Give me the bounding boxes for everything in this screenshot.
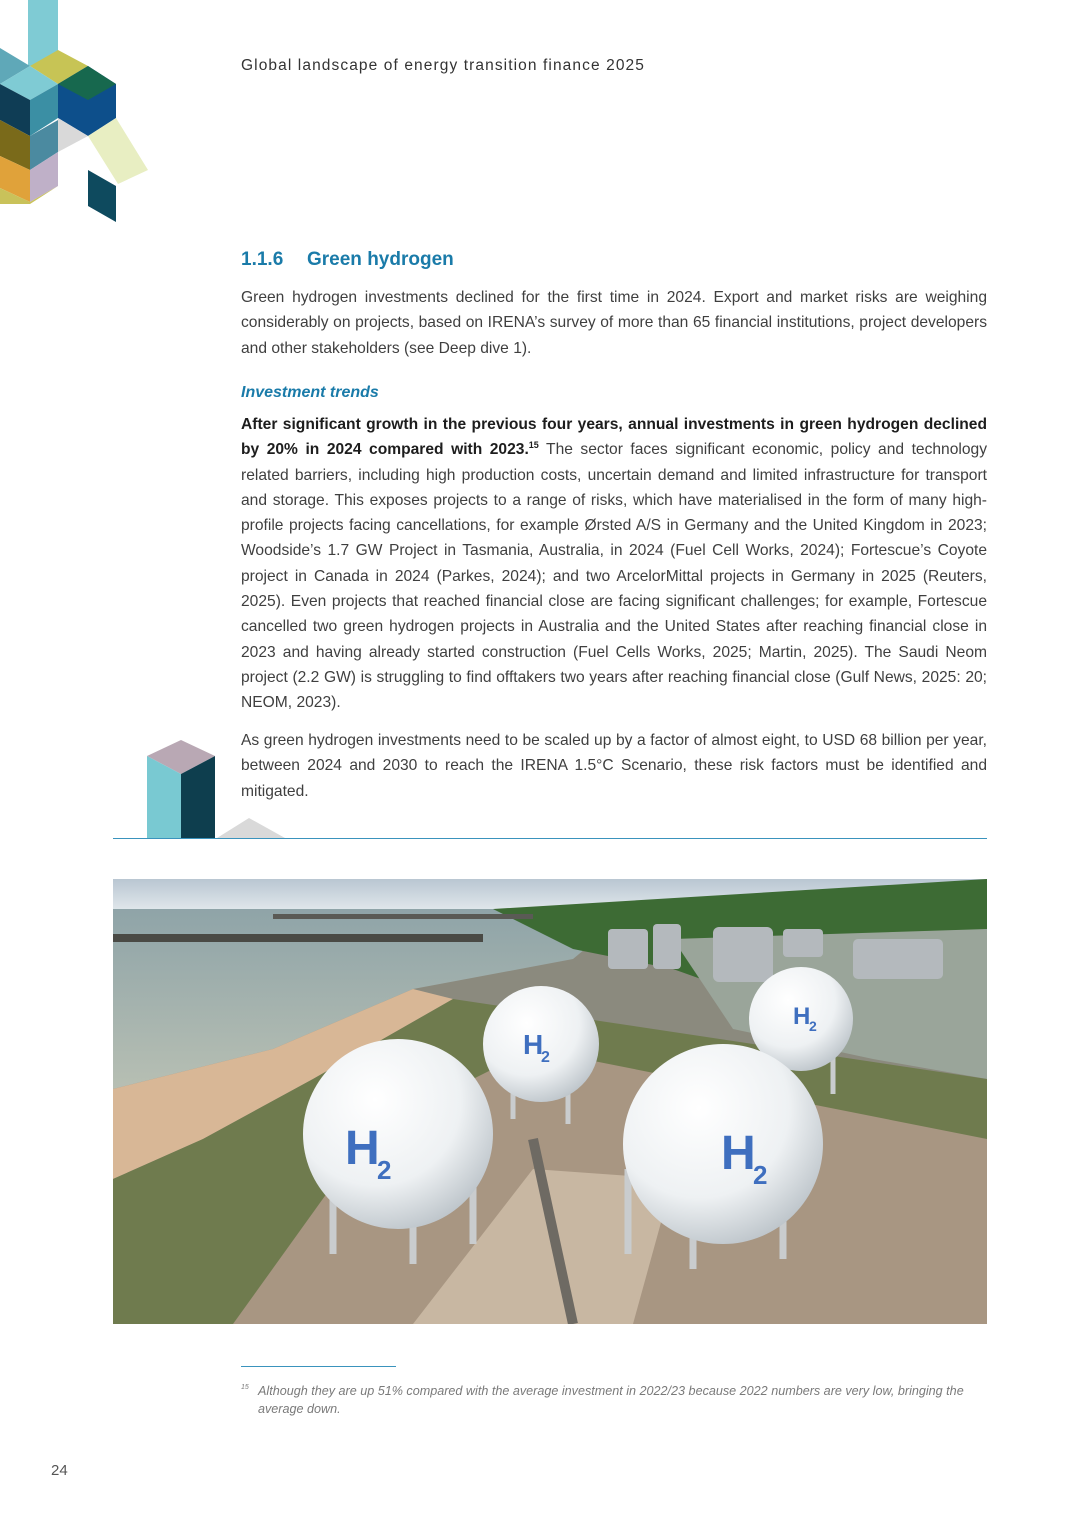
closing-paragraph: As green hydrogen investments need to be scaled up by a factor of almost eight, to USD 68 billion per year, between 2024 and 2030 to reach the IRENA 1.5°C Scenario, these risk factors must be identified and mitigated. bbox=[241, 732, 987, 800]
section-title: Green hydrogen bbox=[307, 249, 454, 270]
svg-text:2: 2 bbox=[541, 1049, 550, 1066]
trends-lead-sentence: After significant growth in the previous four years, annual investments in green hydrogen declined by 20% in 2024 compared with 2023. bbox=[241, 416, 987, 459]
footnote-divider bbox=[241, 1366, 396, 1367]
page-number: 24 bbox=[51, 1462, 68, 1479]
footnote-reference[interactable]: 15 bbox=[528, 440, 539, 451]
subheading-investment-trends: Investment trends bbox=[241, 384, 379, 401]
svg-text:H: H bbox=[523, 1029, 544, 1060]
intro-paragraph: Green hydrogen investments declined for the first time in 2024. Export and market risks are weighing considerably on projects, based on IRENA’s survey of more than 65 financial institutions, project developers and other stakeholders (see Deep dive 1). bbox=[241, 289, 987, 357]
svg-text:H: H bbox=[793, 1003, 811, 1030]
section-number: 1.1.6 bbox=[241, 249, 284, 270]
trends-body: The sector faces significant economic, policy and technology related barriers, including high production costs, uncertain demand and limited infrastructure for transport and storage. This exposes projects to a range of risks, which have materialised in the form of many high-profile projects facing cancellations, for example Ørsted A/S in Germany and the United Kingdom in 2023; Woodside’s 1.7 GW Project in Tasmania, Australia, in 2024 (Fuel Cell Works, 2024); Fortescue’s Coyote project in Canada in 2024 (Parkes, 2024); and two ArcelorMittal projects in Germany in 2025 (Reuters, 2025). Even projects that reached financial close are facing significant challenges; for example, Fortescue cancelled two green hydrogen projects in Australia and the United States after reaching financial close in 2023 and having already started construction (Fuel Cells Works, 2025; Martin, 2025). The Saudi Neom project (2.2 GW) is struggling to find offtakers two years after reaching financial close (Gulf News, 2025: 20; NEOM, 2023). bbox=[241, 441, 987, 712]
hydrogen-storage-photo bbox=[113, 879, 987, 1324]
footnote-text: Although they are up 51% compared with the average investment in 2022/23 because 2022 numbers are very low, bringing the average down. bbox=[258, 1384, 964, 1416]
footnote-marker: 15 bbox=[241, 1384, 249, 1391]
running-header: Global landscape of energy transition finance 2025 bbox=[241, 57, 645, 74]
footnote bbox=[241, 1382, 987, 1418]
svg-text:2: 2 bbox=[753, 1160, 768, 1190]
svg-text:2: 2 bbox=[377, 1155, 392, 1185]
trends-paragraph bbox=[241, 412, 987, 716]
corner-cube-decoration bbox=[0, 0, 160, 230]
svg-text:H: H bbox=[721, 1127, 756, 1180]
section-divider bbox=[113, 838, 987, 839]
svg-text:2: 2 bbox=[809, 1018, 817, 1034]
section-heading bbox=[241, 249, 454, 271]
svg-text:H: H bbox=[345, 1122, 380, 1175]
